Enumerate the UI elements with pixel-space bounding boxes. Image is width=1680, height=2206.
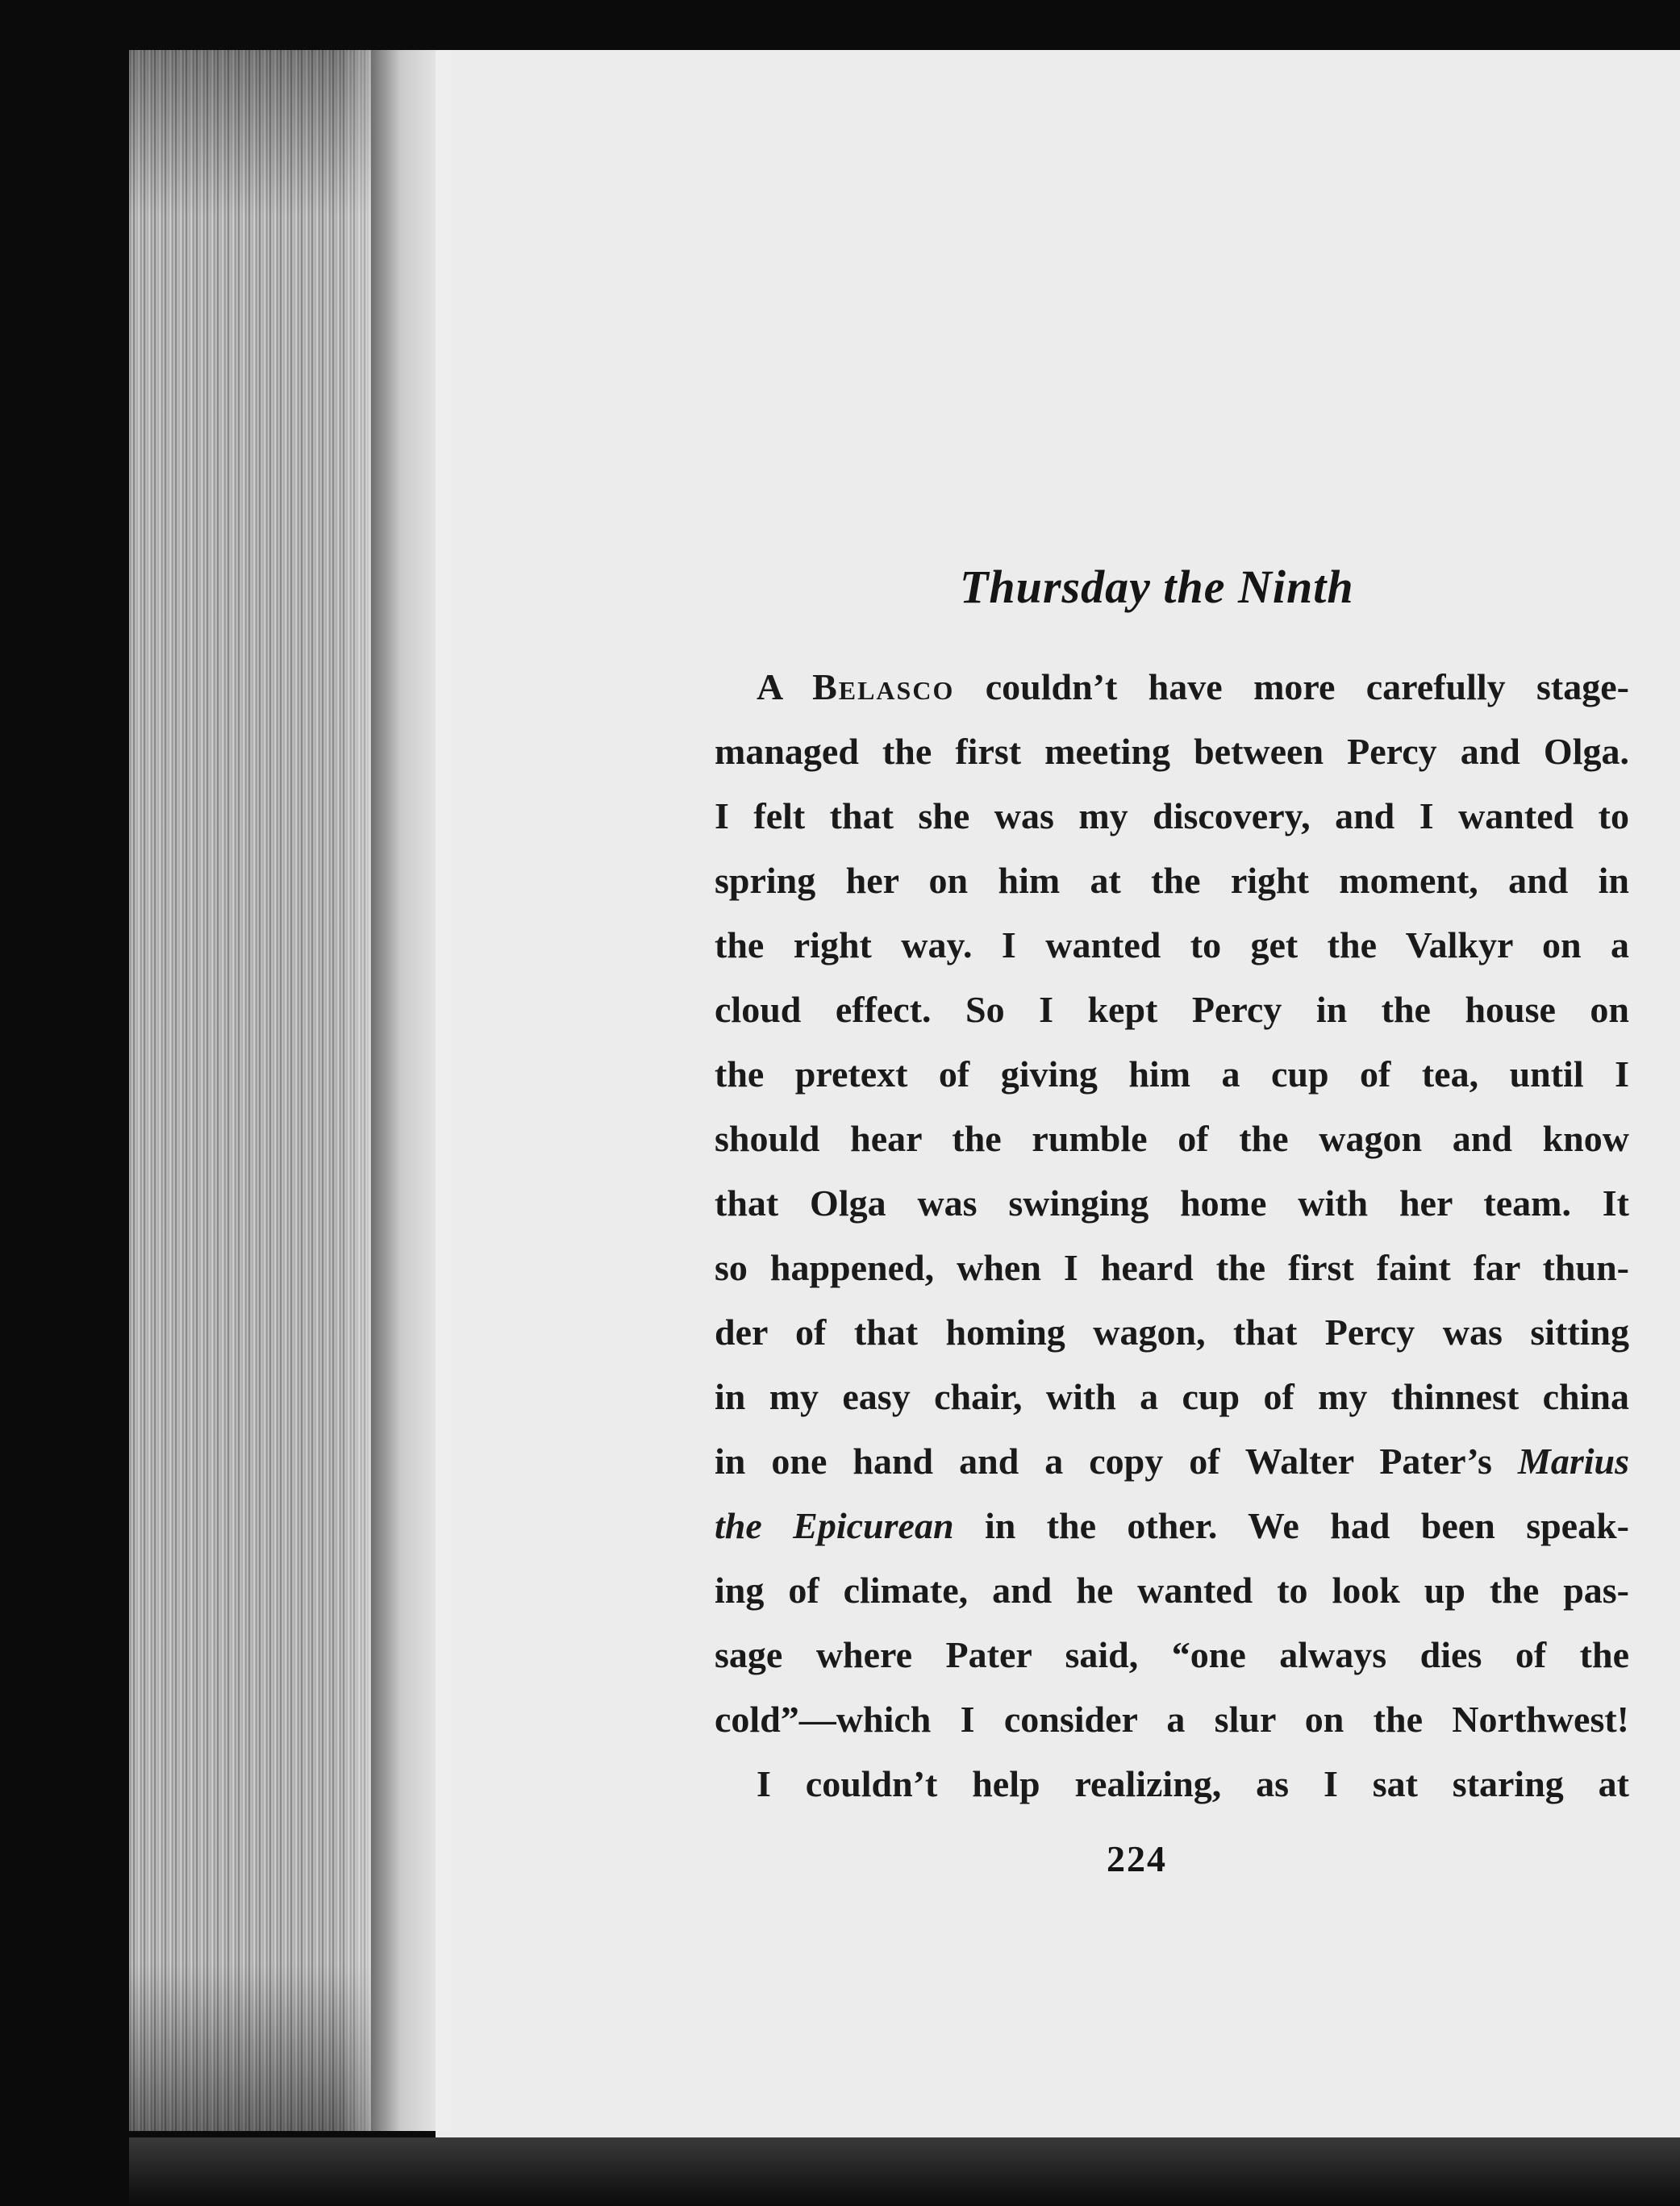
text-line: the Epicurean in the other. We had been speak- (715, 1505, 1629, 1546)
text-line: I couldn’t help realizing, as I sat staring at (757, 1763, 1629, 1804)
small-caps-word: Belasco (812, 666, 955, 707)
text-line: managed the first meeting between Percy and Olga. (715, 731, 1629, 772)
text-line: der of that homing wagon, that Percy was sitting (715, 1312, 1629, 1353)
text-line: cloud effect. So I kept Percy in the house on (715, 989, 1629, 1030)
text-line: should hear the rumble of the wagon and know (715, 1118, 1629, 1159)
italic-title: Marius (1517, 1441, 1629, 1482)
book-page-edges (129, 50, 371, 2131)
scan-bottom-edge (129, 2137, 1680, 2206)
text-line: that Olga was swinging home with her team. It (715, 1182, 1629, 1224)
text-line: in my easy chair, with a cup of my thinnest china (715, 1376, 1629, 1417)
text-line: I felt that she was my discovery, and I wanted to (715, 795, 1629, 836)
text-line: ing of climate, and he wanted to look up the pas- (715, 1570, 1629, 1611)
text-line: in one hand and a copy of Walter Pater’s Marius (715, 1441, 1629, 1482)
text-line: so happened, when I heard the first faint far thun- (715, 1247, 1629, 1288)
text-line: sage where Pater said, “one always dies of the (715, 1634, 1629, 1675)
text-line: cold”—which I consider a slur on the Northwest! (715, 1699, 1629, 1740)
body-text (715, 655, 1629, 1816)
gutter-shadow (339, 50, 452, 2131)
text-line: the right way. I wanted to get the Valkyr on a (715, 924, 1629, 965)
chapter-title: Thursday the Ninth (960, 561, 1354, 613)
page-number: 224 (1107, 1838, 1167, 1879)
text-line: spring her on him at the right moment, and in (715, 860, 1629, 901)
italic-title: the Epicurean (715, 1505, 954, 1546)
text-line: A Belasco couldn’t have more carefully stage- (757, 666, 1629, 707)
text-line: the pretext of giving him a cup of tea, until I (715, 1053, 1629, 1095)
